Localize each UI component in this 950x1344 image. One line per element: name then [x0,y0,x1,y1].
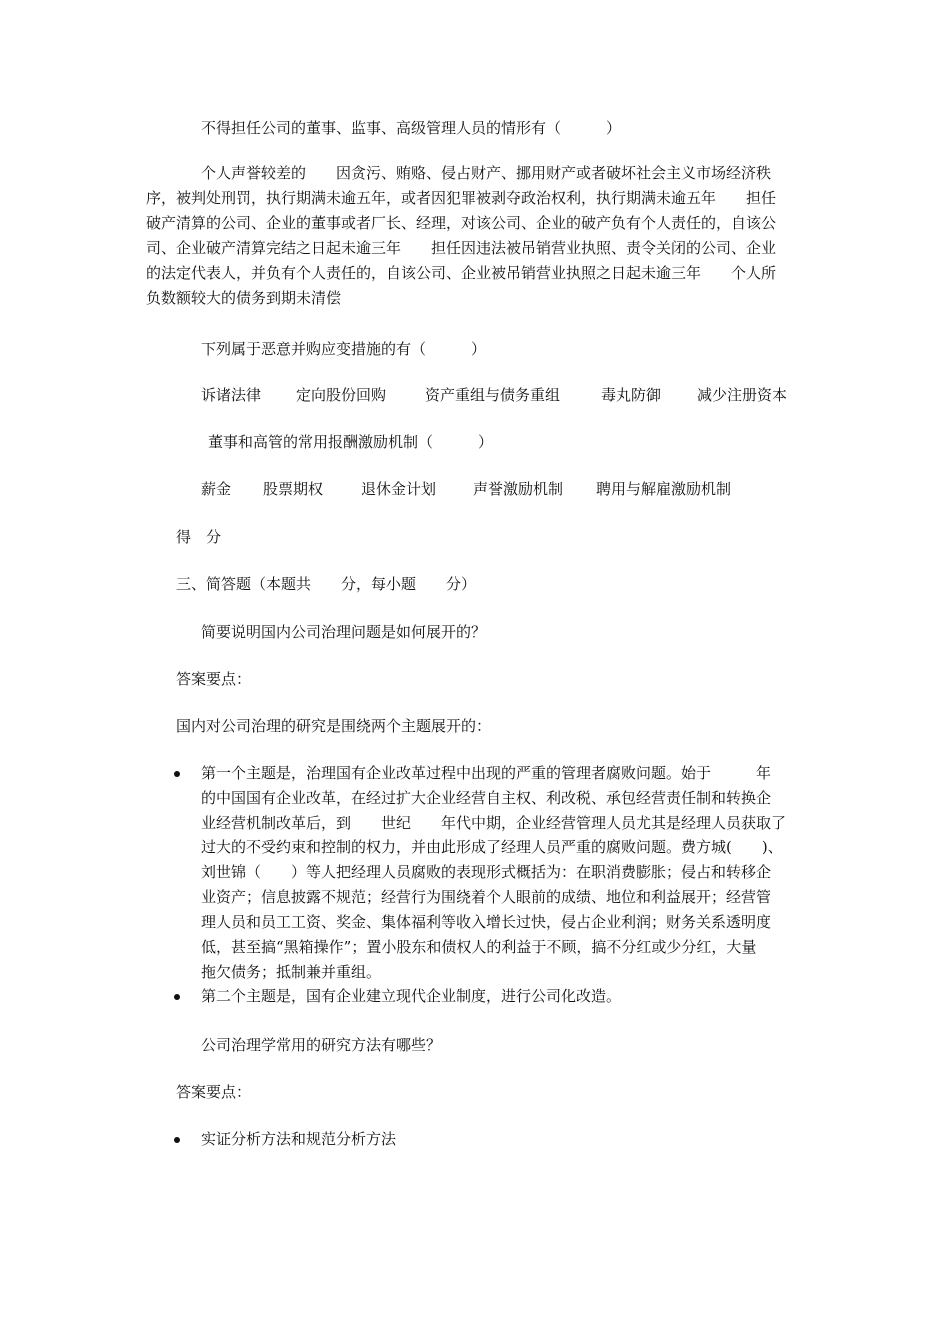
bullet-line: 业资产；信息披露不规范；经营行为围绕着个人眼前的成绩、地位和利益展开；经营管 [201,888,772,906]
options-line: 破产清算的公司、企业的董事或者厂长、经理，对该公司、企业的破产负有个人责任的，自该公 [146,214,777,232]
bullet-line: 业经营机制改革后，到 世纪 年代中期，企业经营管理人员尤其是经理人员获取了 [201,814,787,832]
answer-label: 答案要点： [176,1083,252,1101]
question-stem: 下列属于恶意并购应变措施的有（ ） [201,340,487,358]
question-text: 简要说明国内公司治理问题是如何展开的？ [201,623,487,641]
bullet-line: 理人员和员工工资、奖金、集体福利等收入增长过快，侵占企业利润；财务关系透明度 [201,913,772,931]
options-line: 负数额较大的债务到期未清偿 [146,289,342,307]
bullet-icon [174,994,180,1000]
option: 聘用与解雇激励机制 [596,480,732,498]
bullet-line: 拖欠债务；抵制兼并重组。 [201,963,382,981]
option: 资产重组与债务重组 [425,386,561,404]
option: 股票期权 [263,480,324,498]
bullet-line: 刘世锦（ ）等人把经理人员腐败的表现形式概括为：在职消费膨胀；侵占和转移企 [201,863,772,881]
bullet-line: 第一个主题是，治理国有企业改革过程中出现的严重的管理者腐败问题。始于 年 [201,764,772,782]
bullet-line: 的中国国有企业改革，在经过扩大企业经营自主权、利改税、承包经营责任制和转换企 [201,789,772,807]
option: 声誉激励机制 [473,480,564,498]
option: 毒丸防御 [601,386,662,404]
options-row [0,477,950,501]
question-text: 公司治理学常用的研究方法有哪些？ [201,1036,442,1054]
options-row [0,383,950,407]
option: 诉诸法律 [201,386,262,404]
answer-label: 答案要点： [176,670,252,688]
option: 定向股份回购 [296,386,387,404]
bullet-line: 过大的不受约束和控制的权力，并由此形成了经理人员严重的腐败问题。费方城( )、 [201,838,783,856]
score-label: 得 分 [176,528,222,546]
option: 减少注册资本 [697,386,788,404]
bullet-line: 低，甚至搞“黑箱操作”；置小股东和债权人的利益于不顾，搞不分红或少分红，大量 [201,938,757,956]
option: 薪金 [201,480,232,498]
section-heading: 三、简答题（本题共 分，每小题 分） [176,575,477,593]
answer-intro: 国内对公司治理的研究是围绕两个主题展开的： [176,717,492,735]
options-line: 的法定代表人，并负有个人责任的，自该公司、企业被吊销营业执照之日起未逾三年 个人所 [146,264,777,282]
options-line: 司、企业破产清算完结之日起未逾三年 担任因违法被吊销营业执照、责令关闭的公司、企业 [146,239,777,257]
bullet-icon [174,1137,180,1143]
bullet-item: 实证分析方法和规范分析方法 [201,1130,397,1148]
bullet-item: 第二个主题是，国有企业建立现代企业制度，进行公司化改造。 [201,987,622,1005]
options-line: 序，被判处刑罚，执行期满未逾五年，或者因犯罪被剥夺政治权利，执行期满未逾五年 担任 [146,189,777,207]
question-stem: 董事和高管的常用报酬激励机制（ ） [208,433,494,451]
bullet-icon [174,771,180,777]
question-stem: 不得担任公司的董事、监事、高级管理人员的情形有（ ） [201,119,622,137]
option: 退休金计划 [361,480,437,498]
options-line: 个人声誉较差的 因贪污、贿赂、侵占财产、挪用财产或者破坏社会主义市场经济秩 [201,164,772,182]
